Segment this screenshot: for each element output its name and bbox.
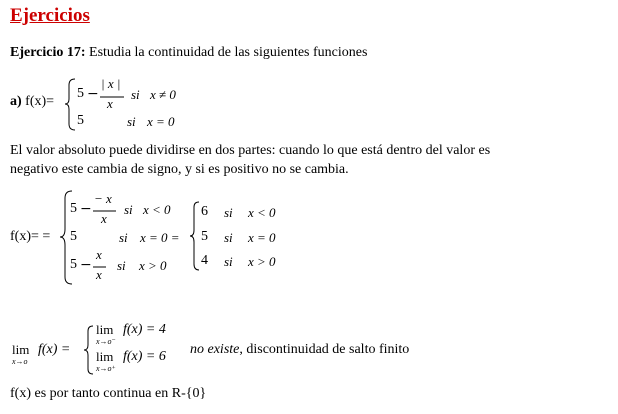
limit-main-lim: lim	[12, 342, 30, 357]
conclusion-text: , discontinuidad de salto finito	[239, 342, 410, 357]
paragraph-line-2: negativo este cambia de signo, y si es positivo no se cambia.	[10, 162, 349, 177]
piecewise-row1-denominator: x	[101, 211, 107, 226]
piecewise-row3-numerator: x	[96, 247, 102, 262]
result-row1-value: 6	[201, 204, 208, 219]
paragraph-line-1: El valor absoluto puede dividirse en dos partes: cuando lo que está dentro del valor es	[10, 143, 491, 158]
piecewise-row3-denominator: x	[96, 267, 102, 282]
part-a-si-1: si	[131, 87, 140, 102]
piecewise-row1-condition: x < 0	[143, 202, 171, 217]
piecewise-right-brace	[190, 202, 199, 270]
piecewise-row1-numerator: − x	[94, 191, 112, 206]
piecewise-row3-condition: x > 0	[139, 258, 167, 273]
final-statement: f(x) es por tanto continua en R-{0}	[10, 386, 207, 401]
piecewise-row3-si: si	[117, 258, 126, 273]
result-row3-value: 4	[201, 253, 208, 268]
part-a-case1-five: 5	[77, 86, 84, 101]
result-row3-condition: x > 0	[248, 254, 276, 269]
piecewise-row2-five: 5	[70, 229, 77, 244]
exercise-label: Ejercicio 17:	[10, 45, 86, 60]
limit-conclusion	[190, 342, 409, 358]
piecewise-row2-condition: x = 0 =	[140, 230, 180, 245]
limit-upper-lim: lim	[96, 322, 114, 337]
page-title: Ejercicios	[10, 5, 90, 26]
result-row1-condition: x < 0	[248, 205, 276, 220]
limit-upper-expr: f(x) = 4	[123, 322, 166, 337]
limit-brace	[84, 326, 93, 374]
part-a-case2-value: 5	[77, 113, 84, 128]
piecewise-row2-si: si	[119, 230, 128, 245]
part-a-numerator: | x |	[101, 76, 121, 91]
piecewise-row1-minus: −	[80, 201, 92, 217]
result-row2-condition: x = 0	[248, 230, 276, 245]
limit-lower-sub: x→o⁺	[96, 364, 116, 373]
limit-lower-expr: f(x) = 6	[123, 349, 166, 364]
piecewise-row1-five: 5	[70, 201, 77, 216]
result-row3-si: si	[224, 254, 233, 269]
part-a-case1-minus: −	[87, 86, 99, 102]
result-row1-si: si	[224, 205, 233, 220]
limit-lower-lim: lim	[96, 349, 114, 364]
part-a-denominator: x	[107, 96, 113, 111]
piecewise-row1-si: si	[124, 202, 133, 217]
part-a-condition-2: x = 0	[147, 114, 175, 129]
part-a-si-2: si	[127, 114, 136, 129]
limit-main-sub: x→o	[12, 357, 28, 366]
piecewise-row3-minus: −	[80, 257, 92, 273]
part-a-letter: a)	[10, 94, 22, 109]
result-row2-value: 5	[201, 229, 208, 244]
no-existe-text: no existe	[190, 342, 240, 357]
part-a-brace	[65, 79, 75, 130]
piecewise-lhs: f(x)= =	[10, 229, 51, 244]
part-a-condition-1: x ≠ 0	[150, 87, 176, 102]
limit-upper-sub: x→o⁻	[96, 337, 116, 346]
part-a-fx: f(x)=	[25, 94, 55, 109]
limit-main-fx: f(x) =	[38, 342, 71, 357]
result-row2-si: si	[224, 230, 233, 245]
exercise-text: Estudia la continuidad de las siguientes funciones	[89, 45, 368, 60]
piecewise-row3-five: 5	[70, 257, 77, 272]
